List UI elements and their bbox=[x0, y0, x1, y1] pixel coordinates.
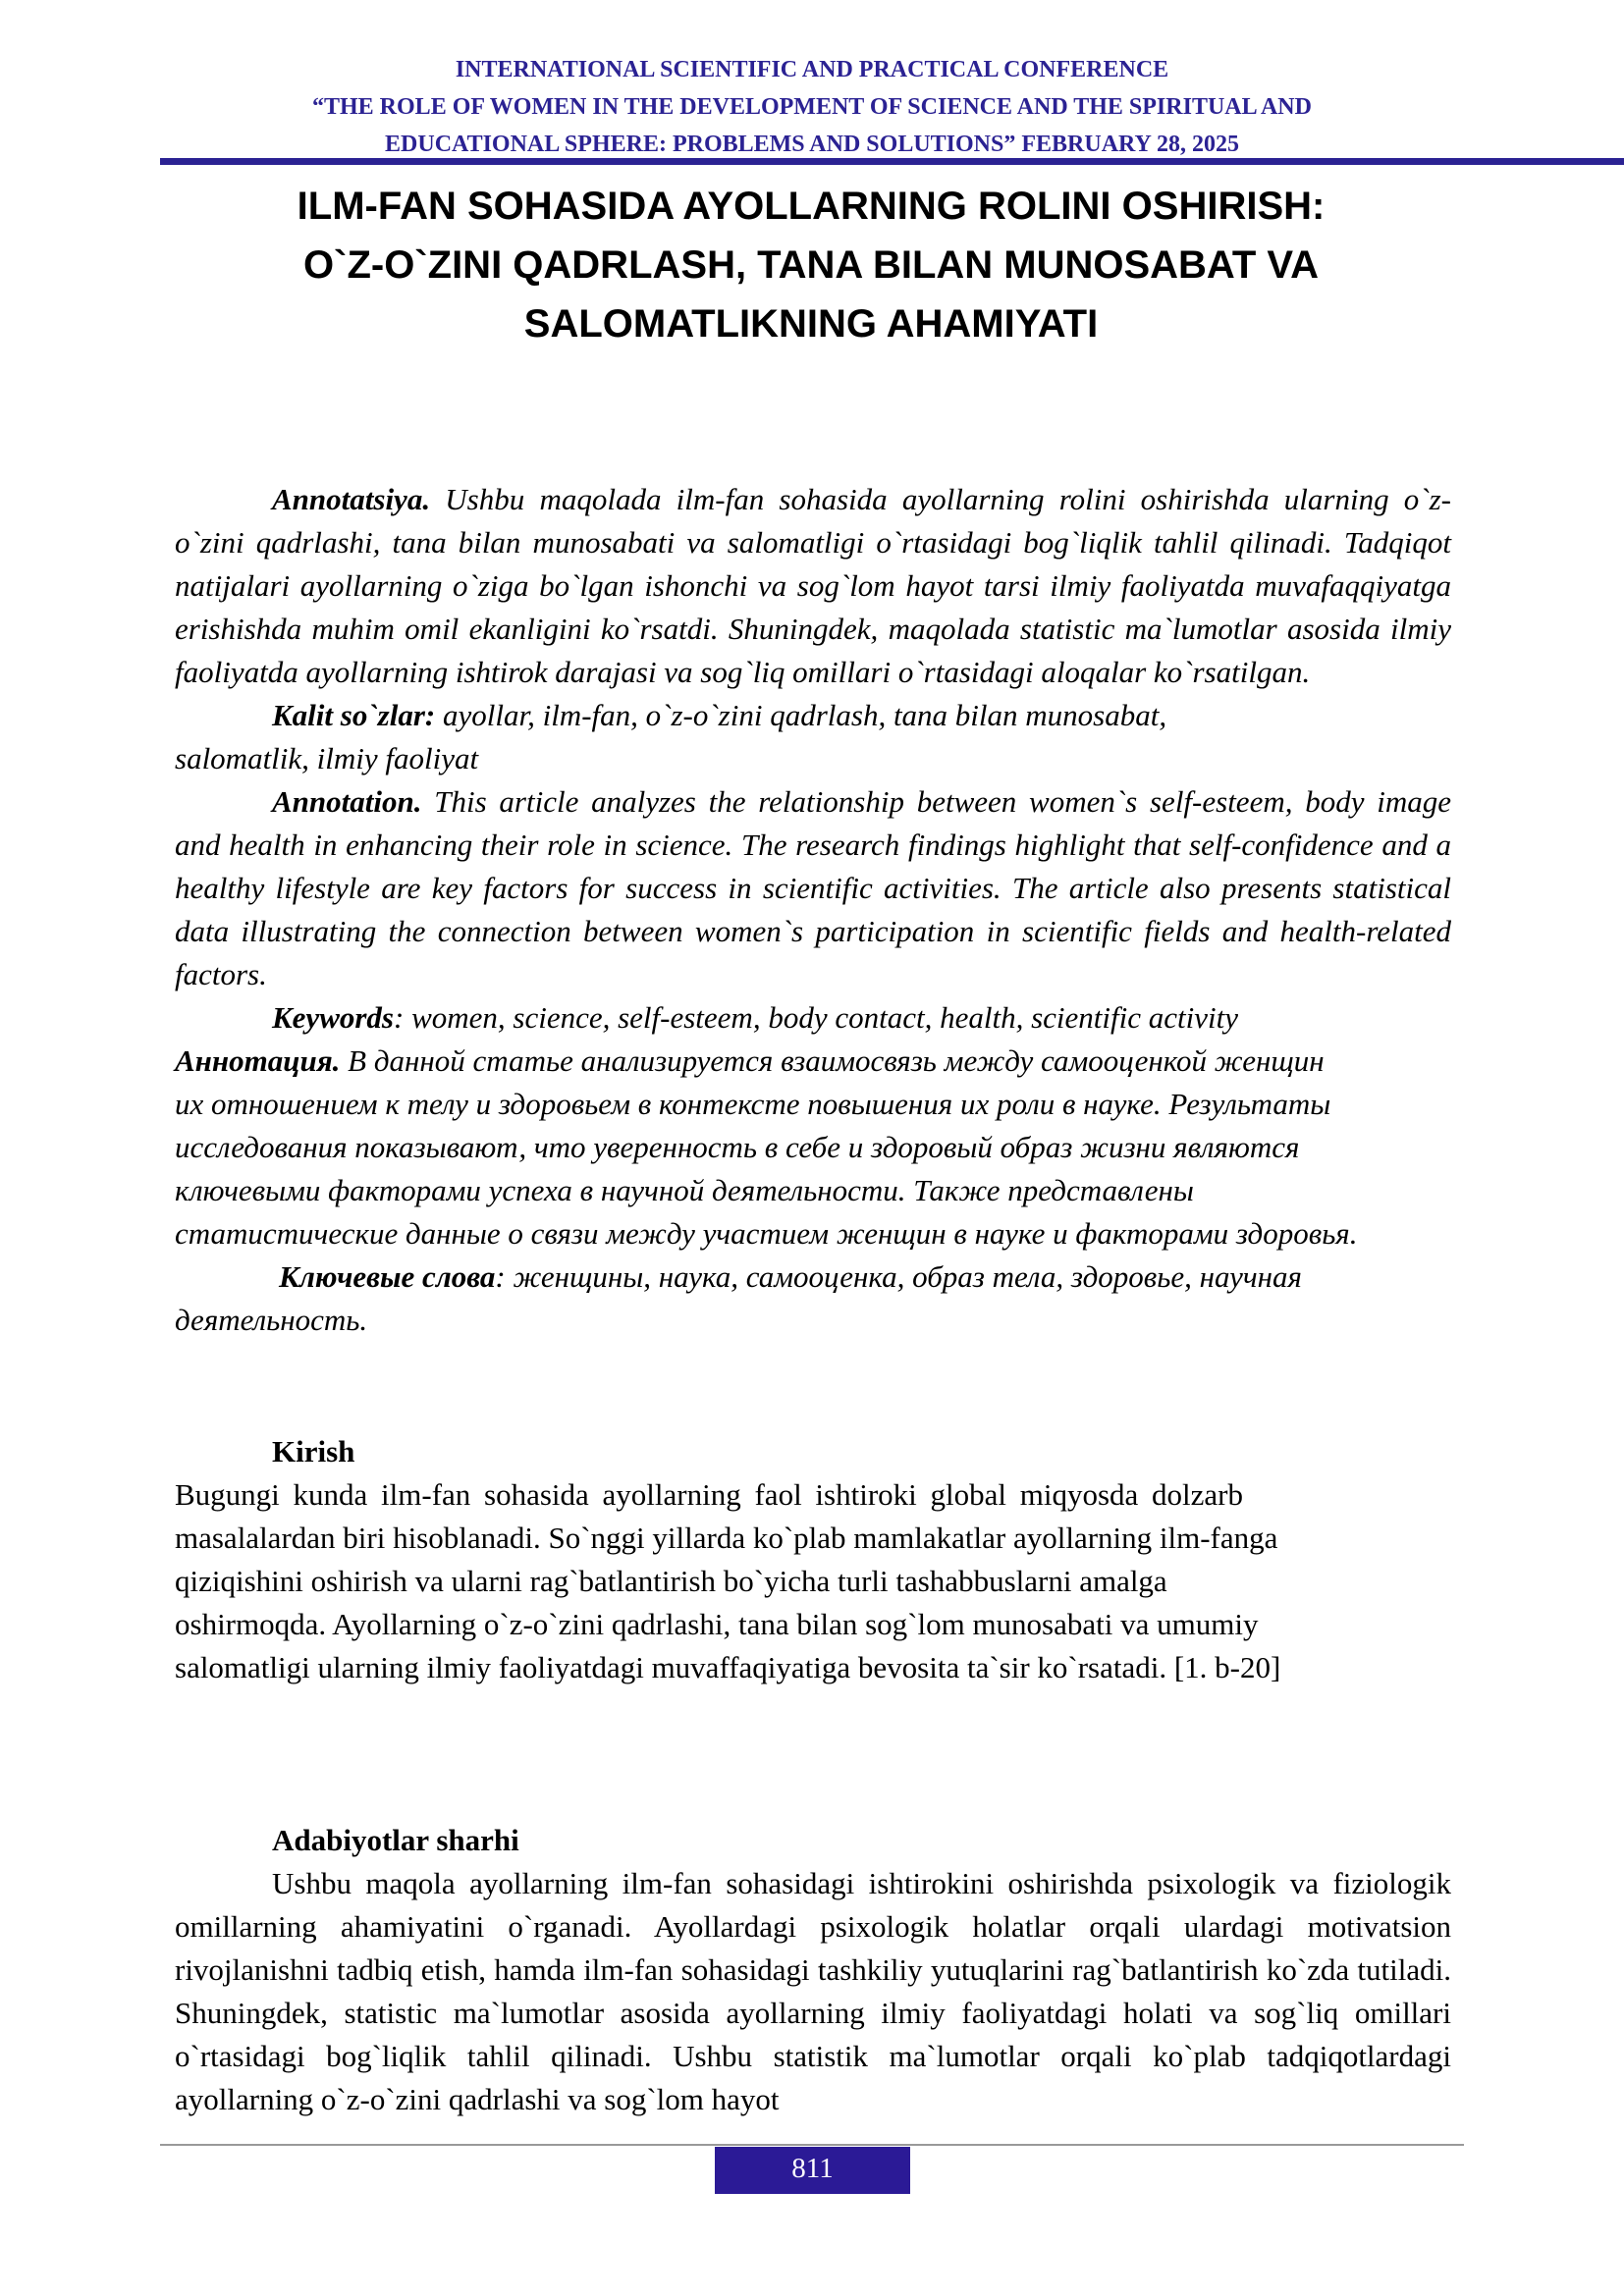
abstract-ru-label: Аннотация. bbox=[175, 1043, 341, 1078]
abstract-ru-line-1-text: В данной статье анализируется взаимосвязь между самооценкой женщин bbox=[340, 1043, 1325, 1078]
keywords-uz-continued: salomatlik, ilmiy faoliyat bbox=[175, 741, 479, 775]
literature-body: Ushbu maqola ayollarning ilm-fan sohasidagi ishtirokini oshirishda psixologik va fiziologik omillarning ahamiyatini o`rganadi. Ayollardagi psixologik holatlar orqali ulardagi motivatsion rivojlanishni tadbiq etish, hamda ilm-fan sohasidagi tashkiliy yutuqlarini rag`batlantirish ko`zda tutiladi. Shuningdek, statistic ma`lumotlar asosida ayollarning ilmiy faoliyatdagi holati va sog`liq omillari o`rtasidagi bog`liqlik tahlil qilinadi. Ushbu statistik ma`lumotlar orqali ko`plab tadqiqotlardagi ayollarning o`z-o`zini qadrlashi va sog`lom hayot bbox=[175, 1866, 1451, 2116]
intro-line-3: qiziqishini oshirish va ularni rag`batlantirish bo`yicha turli tashabbuslarni amalga bbox=[175, 1564, 1167, 1598]
abstract-ru bbox=[175, 1040, 1451, 1342]
keywords-uz bbox=[175, 694, 1451, 737]
keywords-uz-label: Kalit so`zlar: bbox=[272, 698, 436, 732]
abstract-uz bbox=[175, 478, 1451, 694]
keywords-ru-text: : женщины, наука, самооценка, образ тела, здоровье, научная bbox=[495, 1259, 1302, 1294]
abstract-uz-text: Ushbu maqolada ilm-fan sohasida ayollarning rolini oshirishda ularning o`z-o`zini qadrlashi, tana bilan munosabati va salomatligi o`rtasidagi bog`liqlik tahlil qilinadi. Tadqiqot natijalari ayollarning o`ziga bo`lgan ishonchi va sog`lom hayot tarsi ilmiy faoliyatda muvafaqqiyatga erishishda muhim omil ekanligini ko`rsatdi. Shuningdek, maqolada statistic ma`lumotlar asosida ilmiy faoliyatda ayollarning ishtirok darajasi va sog`liq omillari o`rtasidagi aloqalar ko`rsatilgan. bbox=[175, 482, 1451, 689]
article-title-line-2: O`Z-O`ZINI QADRLASH, TANA BILAN MUNOSABAT VA bbox=[303, 243, 1319, 287]
intro-body bbox=[175, 1473, 1451, 1689]
keywords-uz-text: ayollar, ilm-fan, o`z-o`zini qadrlash, tana bilan munosabat, bbox=[435, 698, 1167, 732]
page-number: 811 bbox=[715, 2147, 910, 2194]
abstract-ru-line-4: ключевыми факторами успеха в научной деятельности. Также представлены bbox=[175, 1173, 1194, 1207]
abstract-en-text: This article analyzes the relationship between women`s self-esteem, body image and health in enhancing their role in science. The research findings highlight that self-confidence and a healthy lifestyle are key factors for success in scientific activities. The article also presents statistical data illustrating the connection between women`s participation in scientific fields and health-related factors. bbox=[175, 784, 1451, 991]
conference-header-line-2: “THE ROLE OF WOMEN IN THE DEVELOPMENT OF SCIENCE AND THE SPIRITUAL AND bbox=[312, 94, 1312, 120]
keywords-en-label: Keywords bbox=[272, 1000, 394, 1035]
literature-heading: Adabiyotlar sharhi bbox=[272, 1823, 519, 1857]
intro-heading: Kirish bbox=[272, 1434, 355, 1468]
keywords-en bbox=[175, 996, 1451, 1040]
header-divider bbox=[160, 158, 1624, 165]
keywords-ru-label: Ключевые слова bbox=[279, 1259, 496, 1294]
article-title-line-3: SALOMATLIKNING AHAMIYATI bbox=[523, 302, 1099, 346]
keywords-ru-continued: деятельность. bbox=[175, 1303, 368, 1337]
abstract-ru-line-2: их отношением к телу и здоровьем в контексте повышения их роли в науке. Результаты bbox=[175, 1087, 1331, 1121]
conference-header bbox=[0, 51, 1624, 163]
intro-line-5: salomatligi ularning ilmiy faoliyatdagi muvaffaqiyatiga bevosita ta`sir ko`rsatadi. [1. b-20] bbox=[175, 1650, 1281, 1684]
keywords-ru bbox=[175, 1255, 1451, 1299]
abstract-uz-label: Annotatsiya. bbox=[272, 482, 431, 516]
abstract-ru-line-1 bbox=[175, 1040, 1451, 1083]
abstract-ru-line-5: статистические данные о связи между участием женщин в науке и факторами здоровья. bbox=[175, 1216, 1358, 1251]
abstracts-section bbox=[175, 478, 1451, 1342]
abstract-en bbox=[175, 780, 1451, 996]
article-title-line-1: ILM-FAN SOHASIDA AYOLLARNING ROLINI OSHIRISH: bbox=[297, 185, 1326, 228]
conference-header-line-1: INTERNATIONAL SCIENTIFIC AND PRACTICAL CONFERENCE bbox=[455, 57, 1169, 82]
conference-header-line-3: EDUCATIONAL SPHERE: PROBLEMS AND SOLUTIONS” FEBRUARY 28, 2025 bbox=[385, 132, 1239, 157]
abstract-ru-line-3: исследования показывают, что уверенность в себе и здоровый образ жизни являются bbox=[175, 1130, 1300, 1164]
footer-divider bbox=[160, 2144, 1464, 2146]
intro-section bbox=[175, 1430, 1451, 1689]
intro-line-2: masalalardan biri hisoblanadi. So`nggi yillarda ko`plab mamlakatlar ayollarning ilm-fanga bbox=[175, 1521, 1278, 1555]
keywords-en-text: : women, science, self-esteem, body contact, health, scientific activity bbox=[394, 1000, 1238, 1035]
article-title bbox=[160, 177, 1462, 353]
abstract-en-label: Annotation. bbox=[272, 784, 422, 819]
literature-section bbox=[175, 1819, 1451, 2121]
intro-line-4: oshirmoqda. Ayollarning o`z-o`zini qadrlashi, tana bilan sog`lom munosabati va umumiy bbox=[175, 1607, 1259, 1641]
intro-line-1: Bugungi kunda ilm-fan sohasida ayollarning faol ishtiroki global miqyosda dolzarb bbox=[175, 1477, 1244, 1512]
